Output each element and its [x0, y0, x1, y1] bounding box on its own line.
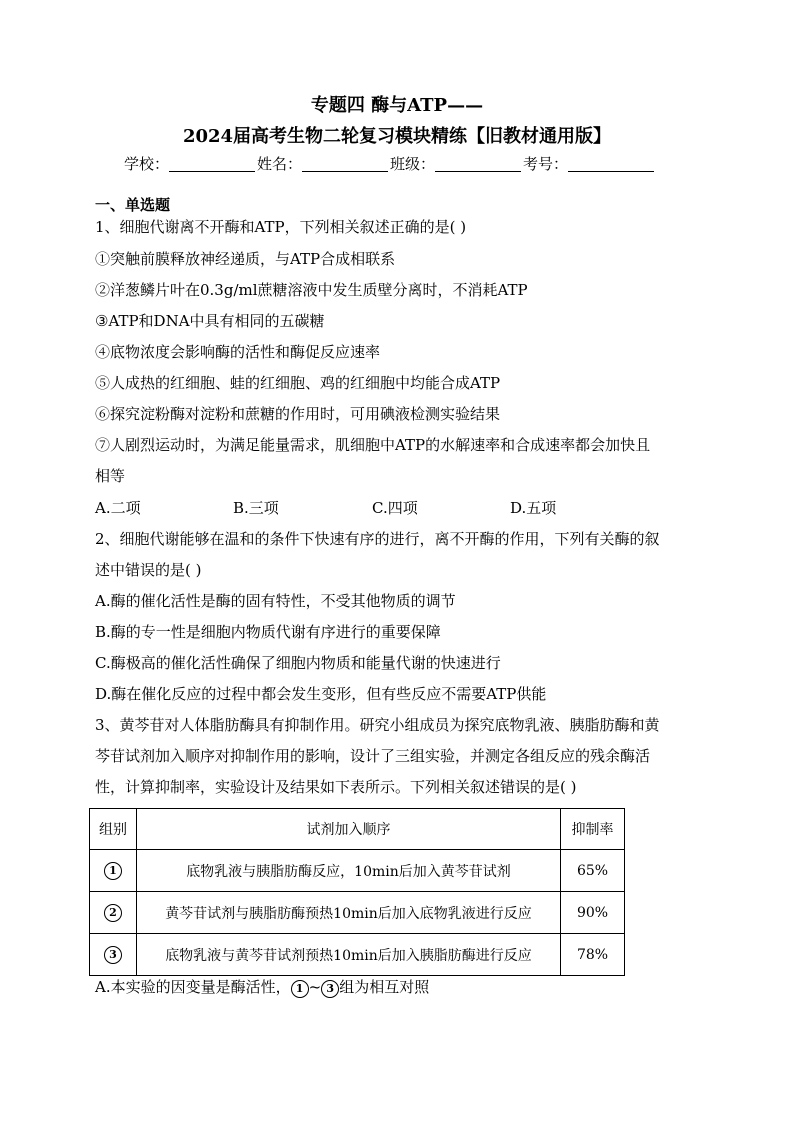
header-order: 试剂加入顺序 [136, 809, 560, 850]
q1-statement: 相等 [95, 467, 126, 485]
q1-option-b[interactable]: B.三项 [233, 499, 279, 517]
group-number-badge: 1 [104, 862, 122, 880]
q1-statement: ③ATP和DNA中具有相同的五碳糖 [95, 312, 325, 330]
exam-no-blank[interactable] [568, 157, 654, 172]
group-number-badge: 1 [291, 980, 309, 998]
title-line-1: 专题四 酶与ATP—— [310, 95, 484, 116]
rate-cell: 90% [561, 892, 625, 934]
group-number-badge: 2 [104, 904, 122, 922]
q2-stem-line: 2、细胞代谢能够在温和的条件下快速有序的进行，离不开酶的作用，下列有关酶的叙 [95, 530, 660, 548]
q2-option-d[interactable]: D.酶在催化反应的过程中都会发生变形，但有些反应不需要ATP供能 [95, 685, 547, 703]
q1-statement: ④底物浓度会影响酶的活性和酶促反应速率 [95, 343, 381, 361]
rate-cell: 65% [561, 850, 625, 892]
q1-statement: ⑥探究淀粉酶对淀粉和蔗糖的作用时，可用碘液检测实验结果 [95, 405, 501, 423]
experiment-table [89, 808, 625, 976]
table-header-row [90, 809, 625, 850]
student-info-row [124, 154, 684, 174]
q3-stem-line: 芩苷试剂加入顺序对抑制作用的影响，设计了三组实验，并测定各组反应的残余酶活 [95, 747, 651, 765]
q1-stem: 1、细胞代谢离不开酶和ATP，下列相关叙述正确的是( ) [95, 218, 467, 236]
range-tilde: ~ [308, 978, 322, 996]
group-number-badge: 3 [321, 980, 339, 998]
q1-options [95, 498, 705, 518]
q1-statement: ①突触前膜释放神经递质，与ATP合成相联系 [95, 250, 396, 268]
q1-option-a[interactable]: A.二项 [95, 499, 141, 517]
table-row [90, 934, 625, 976]
header-group: 组别 [90, 809, 137, 850]
q1-statement: ⑤人成热的红细胞、蛙的红细胞、鸡的红细胞中均能合成ATP [95, 374, 501, 392]
q2-option-c[interactable]: C.酶极高的催化活性确保了细胞内物质和能量代谢的快速进行 [95, 654, 501, 672]
exam-no-label: 考号： [523, 155, 569, 173]
q3-option-a[interactable] [95, 977, 705, 998]
group-number-badge: 3 [104, 946, 122, 964]
q2-stem-line: 述中错误的是( ) [95, 561, 202, 579]
q2-option-b[interactable]: B.酶的专一性是细胞内物质代谢有序进行的重要保障 [95, 623, 441, 641]
group-cell [90, 934, 137, 976]
q2-option-a[interactable]: A.酶的催化活性是酶的固有特性，不受其他物质的调节 [95, 592, 456, 610]
rate-cell: 78% [561, 934, 625, 976]
table-row [90, 892, 625, 934]
school-label: 学校： [124, 155, 170, 173]
order-cell: 黄芩苷试剂与胰脂肪酶预热10min后加入底物乳液进行反应 [136, 892, 560, 934]
q1-statement: ②洋葱鳞片叶在0.3g/ml蔗糖溶液中发生质壁分离时，不消耗ATP [95, 281, 528, 299]
name-label: 姓名： [257, 155, 303, 173]
class-blank[interactable] [435, 157, 521, 172]
header-rate: 抑制率 [561, 809, 625, 850]
order-cell: 底物乳液与胰脂肪酶反应，10min后加入黄芩苷试剂 [136, 850, 560, 892]
order-cell: 底物乳液与黄芩苷试剂预热10min后加入胰脂肪酶进行反应 [136, 934, 560, 976]
q3-stem-line: 性，计算抑制率，实验设计及结果如下表所示。下列相关叙述错误的是( ) [95, 778, 577, 796]
q1-statement: ⑦人剧烈运动时，为满足能量需求，肌细胞中ATP的水解速率和合成速率都会加快且 [95, 436, 651, 454]
q3-stem-line: 3、黄芩苷对人体脂肪酶具有抑制作用。研究小组成员为探究底物乳液、胰脂肪酶和黄 [95, 716, 660, 734]
class-label: 班级： [390, 155, 436, 173]
title-line-2: 2024届高考生物二轮复习模块精练【旧教材通用版】 [182, 126, 612, 147]
school-blank[interactable] [169, 157, 255, 172]
q3-option-a-prefix: A.本实验的因变量是酶活性， [95, 978, 291, 996]
name-blank[interactable] [302, 157, 388, 172]
q1-option-c[interactable]: C.四项 [372, 499, 418, 517]
group-cell [90, 850, 137, 892]
group-cell [90, 892, 137, 934]
section-title: 一、单选题 [95, 196, 171, 214]
q1-option-d[interactable]: D.五项 [510, 499, 557, 517]
table-row [90, 850, 625, 892]
q3-option-a-suffix: 组为相互对照 [339, 978, 430, 996]
